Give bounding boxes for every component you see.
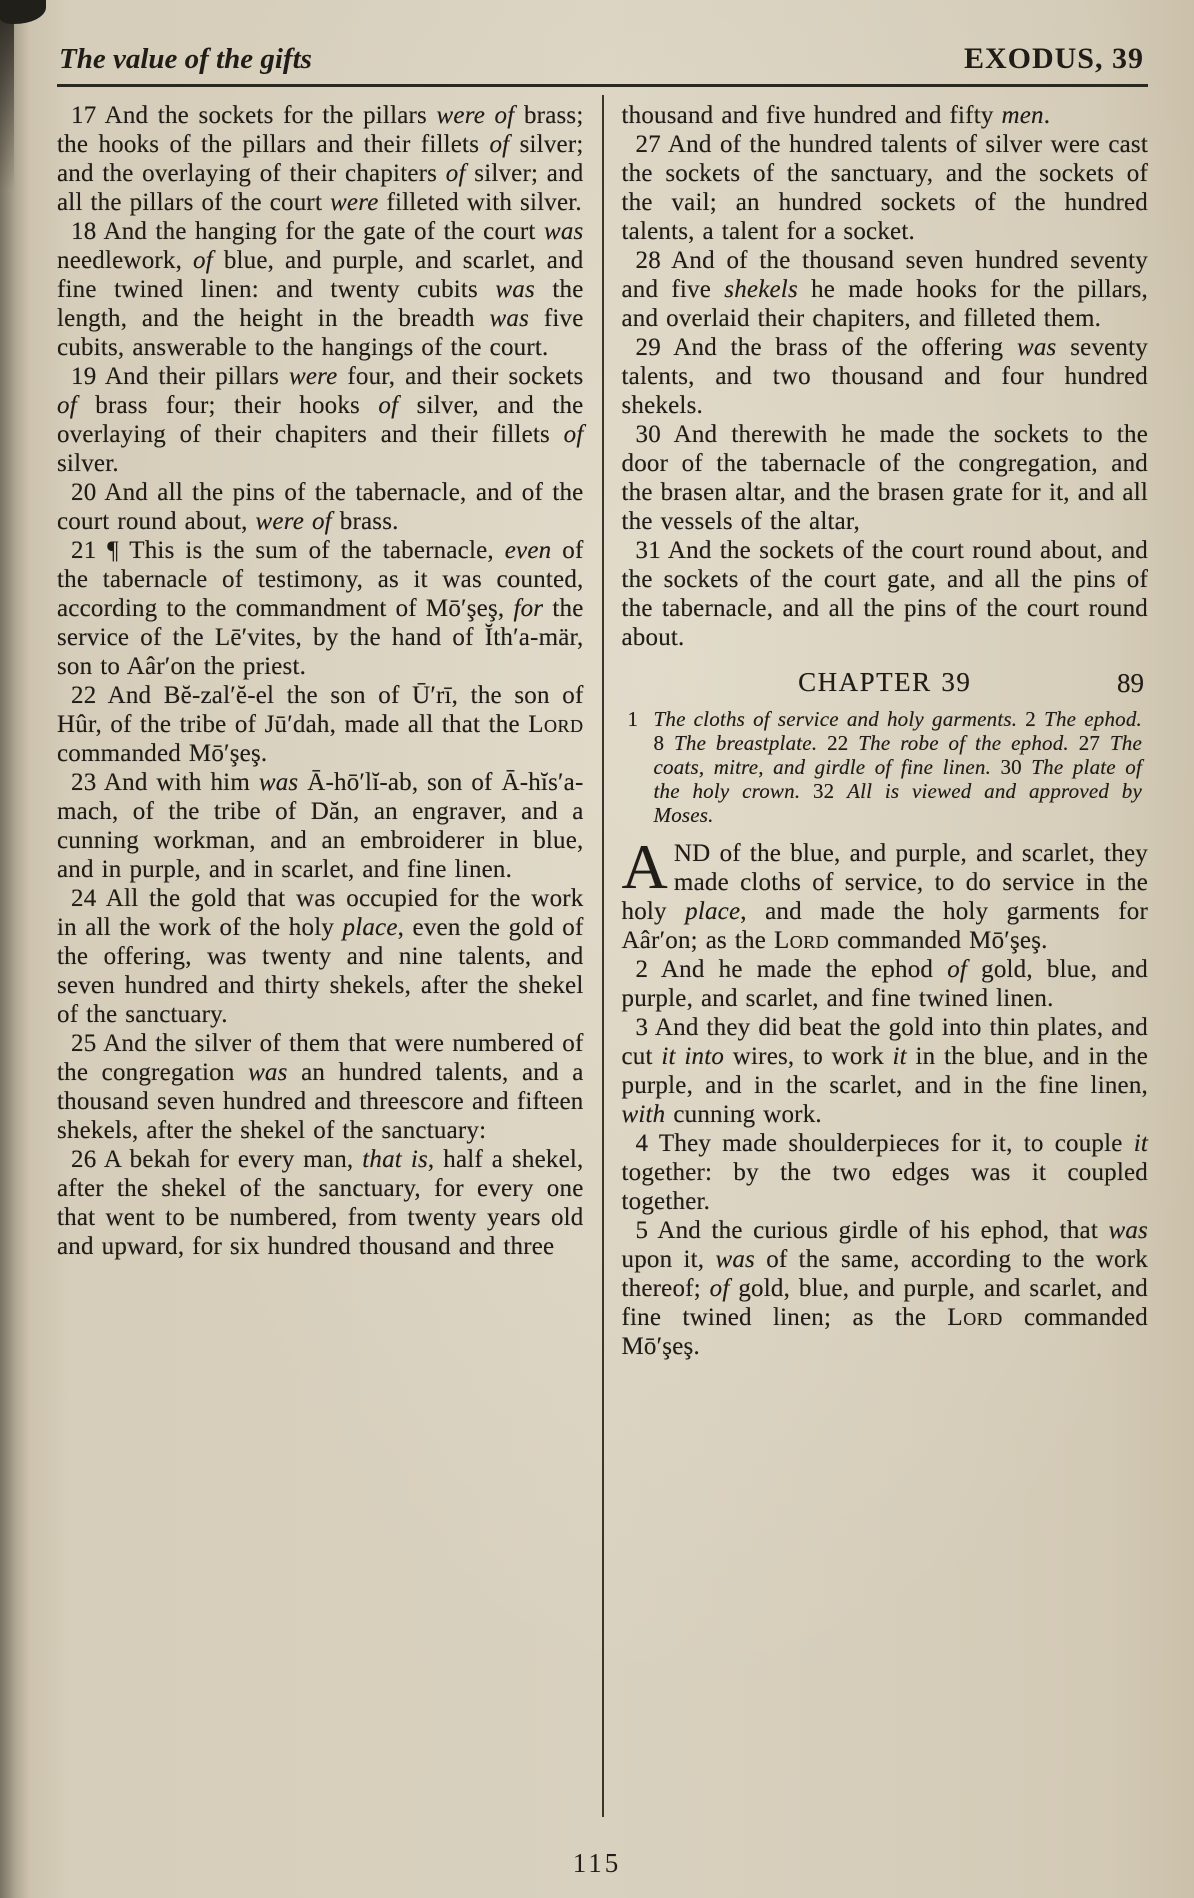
verse-text: 22	[827, 731, 859, 755]
verse-text: silver; and the overlaying of their chapiters	[57, 131, 584, 187]
verse	[57, 536, 584, 681]
verse-text: ¶ This is the sum of the tabernacle,	[107, 537, 505, 564]
verse-text: The breastplate.	[674, 731, 828, 755]
verse	[57, 1029, 584, 1145]
verse-text: of	[563, 421, 584, 448]
chapter-heading	[622, 668, 1149, 697]
verse-text: of	[445, 160, 466, 187]
verse-text: in the blue, and in the purple, and in the scarlet, and in the fine linen,	[621, 1043, 1149, 1099]
chapter-page-ref: 89	[1117, 668, 1144, 698]
verse-text: brass four; their hooks	[76, 392, 379, 419]
verse-text: All the gold that was occupied for the work in all the work of the holy	[57, 885, 584, 941]
verse-text: of	[709, 1275, 730, 1302]
verse	[57, 478, 584, 536]
verse-text: Lord	[528, 711, 584, 738]
verse-text: And the brass of the offering	[673, 334, 1017, 361]
verse-text: was	[495, 276, 535, 303]
verse-number: 22	[71, 682, 108, 709]
drop-cap: A	[621, 831, 668, 902]
verse-text: 30	[1000, 755, 1032, 779]
verse-text: Ā-hō′lĭ-ab, son of Ā-hĭs′a-mach, of the tribe of Dăn, an engraver, and a cunning workman, and an embroiderer in blue, and in purple, and in scarlet, and fine linen.	[57, 769, 584, 883]
right-column-bottom-verses	[621, 831, 1149, 1361]
column-divider	[602, 95, 604, 1817]
verse-text: was	[248, 1059, 288, 1086]
verse-text: commanded Mō′şeş.	[829, 927, 1048, 954]
verse-number: 2	[635, 956, 661, 983]
verse-text: wires, to work	[724, 1043, 893, 1070]
verse-number: 18	[71, 218, 104, 245]
verse-text: was	[1108, 1217, 1148, 1244]
verse-text: The plate of the holy crown.	[653, 755, 1142, 803]
verse-text: were	[330, 189, 379, 216]
verse	[622, 246, 1149, 333]
verse-text: All is viewed and approved by Moses.	[653, 779, 1142, 827]
verse	[621, 831, 1149, 955]
verse-number: 20	[71, 479, 105, 506]
verse	[57, 362, 584, 478]
verse-text: And all the pins of the tabernacle, and of the court round about,	[57, 479, 584, 535]
verse-text: brass; the hooks of the pillars and their fillets	[57, 102, 584, 158]
verse-text: gold, blue, and purple, and scarlet, and fine twined linen.	[621, 956, 1148, 1012]
verse	[622, 955, 1149, 1013]
verse-text: 2	[1025, 707, 1045, 731]
verse-text: it	[892, 1043, 907, 1070]
verse	[57, 1145, 584, 1261]
running-head	[57, 42, 1148, 80]
page-corner-mark	[0, 0, 46, 24]
verse	[622, 1216, 1149, 1361]
verse-text: , and made the holy garments for Aâr′on; as the	[621, 898, 1148, 954]
verse-text: Lord	[774, 927, 830, 954]
page-number: 115	[572, 1848, 622, 1878]
verse-number: 23	[71, 769, 104, 796]
verse-text: seventy talents, and two thousand and four hundred shekels.	[621, 334, 1148, 419]
verse-text: And the silver of them that were numbered of the congregation	[57, 1030, 584, 1086]
running-head-right: EXODUS, 39	[963, 42, 1144, 75]
verse-number: 28	[635, 247, 672, 274]
verse-text: ND of the blue, and purple, and scarlet, they made cloths of service, to do service in the holy	[621, 840, 1148, 925]
text-columns	[57, 87, 1148, 1841]
verse-text: of	[193, 247, 213, 274]
page-edge-mark	[0, 0, 14, 190]
verse-text: of	[57, 392, 77, 419]
verse	[622, 1013, 1149, 1129]
verse-text: 27	[1078, 731, 1110, 755]
verse-text: The cloths of service and holy garments.	[653, 707, 1026, 731]
verse-text: was	[258, 769, 299, 796]
verse-number: 31	[635, 537, 668, 564]
verse	[622, 130, 1149, 246]
verse-text: of	[378, 392, 399, 419]
verse	[622, 536, 1149, 652]
verse-text: silver, and the overlaying of their chapiters and their fillets	[57, 392, 584, 448]
verse	[57, 884, 584, 1029]
verse-text: And they did beat the gold into thin plates, and cut	[621, 1014, 1148, 1070]
verse-number: 25	[71, 1030, 104, 1057]
chapter-heading-title: CHAPTER 39	[798, 667, 972, 697]
verse-text: was	[715, 1246, 755, 1273]
verse-text: The coats, mitre, and girdle of fine linen.	[653, 731, 1142, 779]
verse-number: 27	[635, 131, 668, 158]
verse-text: A bekah for every man,	[103, 1146, 363, 1173]
verse	[622, 420, 1149, 536]
verse	[622, 101, 1149, 130]
verse	[622, 333, 1149, 420]
running-head-left: The value of the gifts	[59, 43, 312, 75]
verse-text: .	[1043, 102, 1051, 129]
verse-text: gold, blue, and purple, and scarlet, and fine twined linen; as the	[621, 1275, 1148, 1331]
verse-text: he made hooks for the pillars, and overlaid their chapiters, and filleted them.	[621, 276, 1149, 332]
right-column	[622, 101, 1149, 1841]
page-content	[57, 42, 1148, 1841]
verse-text: place	[342, 914, 398, 941]
verse-text: And the sockets of the court round about, and the sockets of the court gate, and all the pins of the tabernacle, and all the pins of the court round about.	[621, 537, 1148, 651]
verse-text: commanded Mō′şeş.	[57, 740, 268, 767]
verse-text: And with him	[103, 769, 259, 796]
verse-number: 4	[635, 1130, 659, 1157]
verse-text: four, and their sockets	[337, 363, 584, 390]
verse-text: place	[685, 898, 741, 925]
verse-text: of the tabernacle of testimony, as it was counted, according to the commandment of Mō′şeş,	[57, 537, 584, 622]
verse-text: upon it,	[621, 1246, 716, 1273]
verse-text: , even the gold of the offering, was twenty and nine talents, and seven hundred and thirty shekels, after the shekel of the sanctuary.	[57, 914, 584, 1028]
verse-text: And their pillars	[104, 363, 289, 390]
verse-text: silver; and all the pillars of the court	[57, 160, 584, 216]
verse	[57, 101, 584, 217]
verse-text: And the hanging for the gate of the court	[103, 218, 544, 245]
verse-number: 21	[71, 537, 108, 564]
book-binding-shadow	[0, 0, 30, 1898]
verse-text: silver.	[57, 450, 119, 477]
verse-number: 1	[627, 707, 639, 731]
verse-number: 5	[635, 1217, 658, 1244]
verse-text: shekels	[724, 276, 798, 303]
verse-text: the service of the Lē′vites, by the hand of Ĭth′a-mär, son to Aâr′on the priest.	[57, 595, 584, 680]
verse-text: And he made the ephod	[660, 956, 948, 983]
chapter-summary	[627, 707, 1143, 827]
verse-text: , half a shekel, after the shekel of the sanctuary, for every one that went to be numbered, from twenty years old and upward, for six hundred thousand and three	[57, 1146, 584, 1260]
verse	[627, 707, 1143, 827]
verse-text: that is	[362, 1146, 428, 1173]
verse	[57, 681, 584, 768]
verse-text: an hundred talents, and a thousand seven hundred and threescore and fifteen shekels, after the shekel of the sanctuary:	[57, 1059, 584, 1144]
verse-text: The ephod.	[1044, 707, 1142, 731]
verse-text: And of the thousand seven hundred seventy and five	[621, 247, 1148, 303]
verse-number: 24	[71, 885, 106, 912]
verse-text: together: by the two edges was it coupled together.	[621, 1159, 1148, 1215]
verse-text: And Bĕ-zal′ĕ-el the son of Ū′rī, the son of Hûr, of the tribe of Jū′dah, made all that the	[57, 682, 584, 738]
verse-text: were	[288, 363, 338, 390]
verse-text: Lord	[947, 1304, 1003, 1331]
verse-text: thousand and five hundred and fifty	[621, 102, 1002, 129]
verse-number: 29	[635, 334, 674, 361]
verse-text: it into	[661, 1043, 725, 1070]
verse	[57, 768, 584, 884]
verse-text: needlework,	[57, 247, 194, 274]
verse-text: 8	[653, 731, 675, 755]
verse-text: And the sockets for the pillars	[104, 102, 437, 129]
verse-text: The robe of the ephod.	[858, 731, 1079, 755]
verse-text: for	[513, 595, 544, 622]
verse-text: And therewith he made the sockets to the door of the tabernacle of the congregation, and the brasen altar, and the brasen grate for it, and all the vessels of the altar,	[621, 421, 1148, 535]
verse	[622, 1129, 1149, 1216]
left-column	[57, 101, 584, 1841]
verse-text: were of	[255, 508, 332, 535]
verse-text: blue, and purple, and scarlet, and fine twined linen: and twenty cubits	[57, 247, 584, 303]
verse-text: of the same, according to the work thereof;	[621, 1246, 1148, 1302]
verse-text: the length, and the height in the breadth	[57, 276, 584, 332]
verse-text: were of	[436, 102, 515, 129]
verse-text: it	[1133, 1130, 1148, 1157]
verse	[57, 217, 584, 362]
verse-text: of	[489, 131, 510, 158]
verse-text: filleted with silver.	[378, 189, 582, 216]
verse-number: 19	[71, 363, 105, 390]
verse-text: And of the hundred talents of silver were cast the sockets of the sanctuary, and the sockets of the vail; an hundred sockets of the hundred talents, a talent for a socket.	[621, 131, 1148, 245]
verse-number: 17	[71, 102, 105, 129]
verse-text: was	[1016, 334, 1057, 361]
verse-text: men	[1001, 102, 1044, 129]
verse-text: even	[504, 537, 552, 564]
verse-text: was	[543, 218, 584, 245]
verse-text: with	[621, 1101, 666, 1128]
verse-text: cunning work.	[665, 1101, 822, 1128]
verse-text: was	[489, 305, 530, 332]
verse-number: 26	[71, 1146, 104, 1173]
verse-text: commanded Mō′şeş.	[621, 1304, 1148, 1360]
verse-text: 32	[812, 779, 848, 803]
verse-text: five cubits, answerable to the hangings of the court.	[57, 305, 584, 361]
verse-number: 30	[635, 421, 674, 448]
verse-text: And the curious girdle of his ephod, that	[657, 1217, 1109, 1244]
verse-text: of	[947, 956, 968, 983]
verse-text: brass.	[331, 508, 399, 535]
right-column-top-verses	[622, 101, 1149, 652]
verse-text: They made shoulderpieces for it, to couple	[658, 1130, 1134, 1157]
verse-number: 3	[635, 1014, 655, 1041]
